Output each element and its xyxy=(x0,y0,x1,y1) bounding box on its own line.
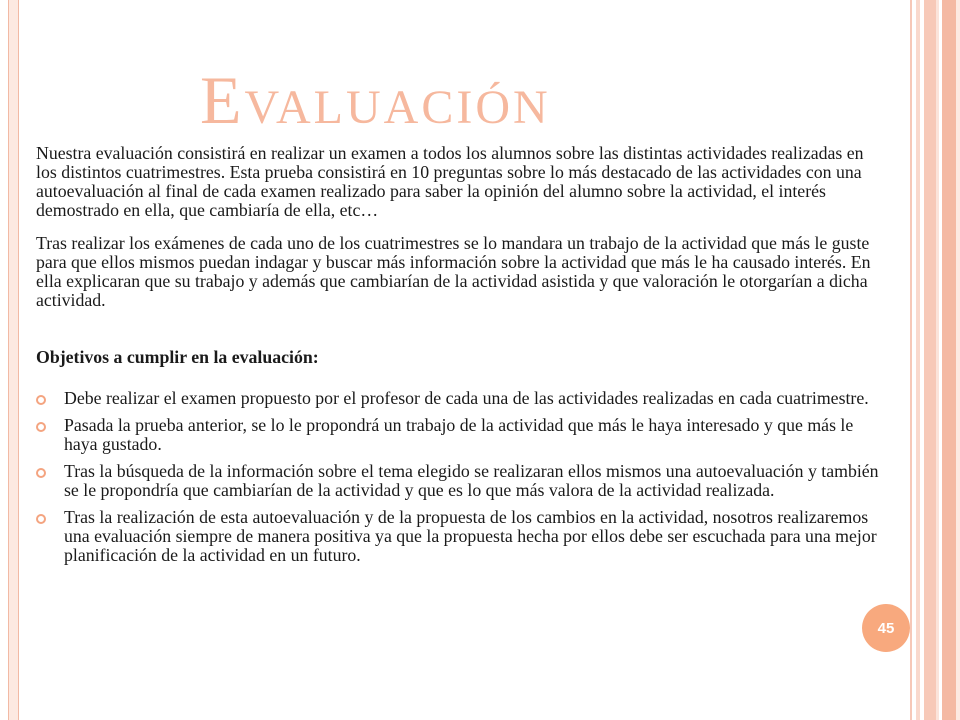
list-item-text: Tras la búsqueda de la información sobre el tema elegido se realizaran ellos mismos una autoevaluación y también se le propondría que cambiarían de la actividad y que es lo que más valora de la actividad realizada. xyxy=(64,461,879,500)
objectives-heading: Objetivos a cumplir en la evaluación: xyxy=(36,347,319,367)
circle-bullet-icon xyxy=(36,422,46,432)
list-item xyxy=(36,416,886,454)
list-item xyxy=(36,389,886,408)
page-number-badge: 45 xyxy=(862,604,910,652)
slide-title: Evaluación xyxy=(200,62,551,138)
circle-bullet-icon xyxy=(36,395,46,405)
circle-bullet-icon xyxy=(36,514,46,524)
circle-bullet-icon xyxy=(36,468,46,478)
slide-body xyxy=(36,144,886,573)
list-item-text: Debe realizar el examen propuesto por el profesor de cada una de las actividades realizadas en cada cuatrimestre. xyxy=(64,388,869,408)
list-item-text: Pasada la prueba anterior, se lo le propondrá un trabajo de la actividad que más le haya interesado y que más le haya gustado. xyxy=(64,415,854,454)
intro-paragraph: Nuestra evaluación consistirá en realizar un examen a todos los alumnos sobre las distintas actividades realizadas en los distintos cuatrimestres. Esta prueba consistirá en 10 preguntas sobre lo más destacado de las actividades con una autoevaluación al final de cada examen realizado para saber la opinión del alumno sobre la actividad, el interés demostrado en ella, que cambiaría de ella, etc… xyxy=(36,143,864,220)
list-item xyxy=(36,462,886,500)
list-item-text: Tras la realización de esta autoevaluación y de la propuesta de los cambios en la actividad, nosotros realizaremos una evaluación siempre de manera positiva ya que la propuesta hecha por ellos debe ser escuchada para una mejor planificación de la actividad en un futuro. xyxy=(64,507,877,565)
list-item xyxy=(36,508,886,565)
second-paragraph: Tras realizar los exámenes de cada uno de los cuatrimestres se lo mandara un trabajo de la actividad que más le guste para que ellos mismos puedan indagar y buscar más información sobre la actividad que más le ha causado interés. En ella explicaran que su trabajo y además que cambiarían de la actividad asistida y que valoración le otorgarían a dicha actividad. xyxy=(36,233,871,310)
objectives-list xyxy=(36,389,886,565)
right-stripe-decoration xyxy=(910,0,960,720)
left-border-decoration xyxy=(8,0,19,720)
